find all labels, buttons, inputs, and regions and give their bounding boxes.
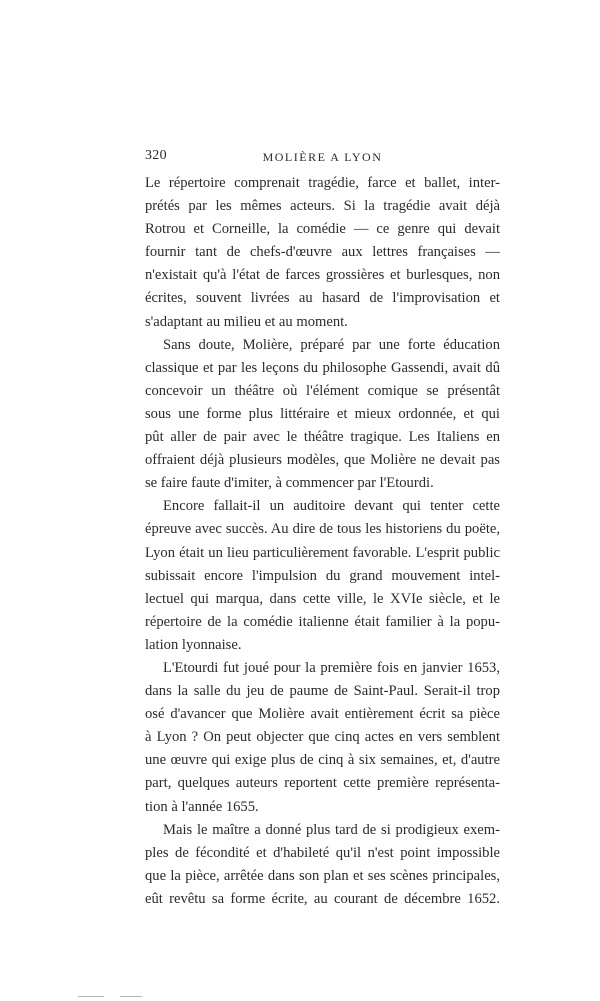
paragraph <box>145 657 500 819</box>
text-line: L'Etourdi fut joué pour la première fois en janvier 1653, <box>163 659 500 676</box>
text-line: Le répertoire comprenait tragédie, farce et ballet, inter- <box>145 175 500 191</box>
running-head <box>145 148 500 166</box>
text-line: osé d'avancer que Molière avait entièrement écrit sa pièce <box>145 706 500 723</box>
book-page <box>145 148 500 911</box>
text-line: subissait encore l'impulsion du grand mouvement intel- <box>145 567 500 584</box>
text-line: Lyon était un lieu particulièrement favorable. L'esprit public <box>145 544 500 561</box>
scan-mark <box>78 996 104 997</box>
text-line: ples de fécondité et d'habileté qu'il n'est point impossible <box>145 844 500 861</box>
text-line: se faire faute d'imiter, à commencer par l'Etourdi. <box>145 475 434 492</box>
paragraph <box>145 172 500 334</box>
text-line: part, quelques auteurs reportent cette première représenta- <box>145 775 500 792</box>
text-line: Mais le maître a donné plus tard de si prodigieux exem- <box>163 821 500 838</box>
text-line: offraient déjà plusieurs modèles, que Molière ne devait pas <box>145 452 500 469</box>
text-line: que la pièce, arrêtée dans son plan et ses scènes principales, <box>145 867 500 884</box>
scan-mark <box>120 996 142 997</box>
text-line: prétés par les mêmes acteurs. Si la tragédie avait déjà <box>145 198 500 215</box>
text-line: écrites, souvent livrées au hasard de l'improvisation et <box>145 290 500 307</box>
text-line: épreuve avec succès. Au dire de tous les historiens du poëte, <box>145 521 500 538</box>
text-line: à Lyon ? On peut objecter que cinq actes en vers semblent <box>145 729 500 746</box>
running-title: MOLIÈRE A LYON <box>262 150 383 164</box>
body-text <box>145 172 500 911</box>
page-number: 320 <box>145 148 167 163</box>
text-line: concevoir un théâtre où l'élément comique se présentât <box>145 382 500 399</box>
text-line: tion à l'année 1655. <box>145 798 259 815</box>
text-line: lation lyonnaise. <box>145 636 242 653</box>
text-line: n'existait qu'à l'état de farces grossières et burlesques, non <box>145 267 500 284</box>
text-line: pût aller de pair avec le théâtre tragique. Les Italiens en <box>145 429 500 446</box>
text-line: lectuel qui marqua, dans cette ville, le XVIe siècle, et le <box>145 590 500 607</box>
text-line: eût revêtu sa forme écrite, au courant de décembre 1652. <box>145 890 500 907</box>
paragraph <box>145 334 500 496</box>
text-line: Encore fallait-il un auditoire devant qui tenter cette <box>163 498 500 515</box>
text-line: Rotrou et Corneille, la comédie — ce genre qui devait <box>145 221 500 238</box>
text-line: s'adaptant au milieu et au moment. <box>145 313 348 330</box>
text-line: dans la salle du jeu de paume de Saint-Paul. Serait-il trop <box>145 683 500 700</box>
text-line: fournir tant de chefs-d'œuvre aux lettres françaises — <box>145 244 500 261</box>
text-line: classique et par les leçons du philosophe Gassendi, avait dû <box>145 359 500 376</box>
text-line: une œuvre qui exige plus de cinq à six semaines, et, d'autre <box>145 752 500 769</box>
text-line: Sans doute, Molière, préparé par une forte éducation <box>163 336 500 353</box>
paragraph <box>145 495 500 657</box>
paragraph <box>145 819 500 911</box>
text-line: répertoire de la comédie italienne était familier à la popu- <box>145 613 500 630</box>
text-line: sous une forme plus littéraire et mieux ordonnée, et qui <box>145 405 500 422</box>
